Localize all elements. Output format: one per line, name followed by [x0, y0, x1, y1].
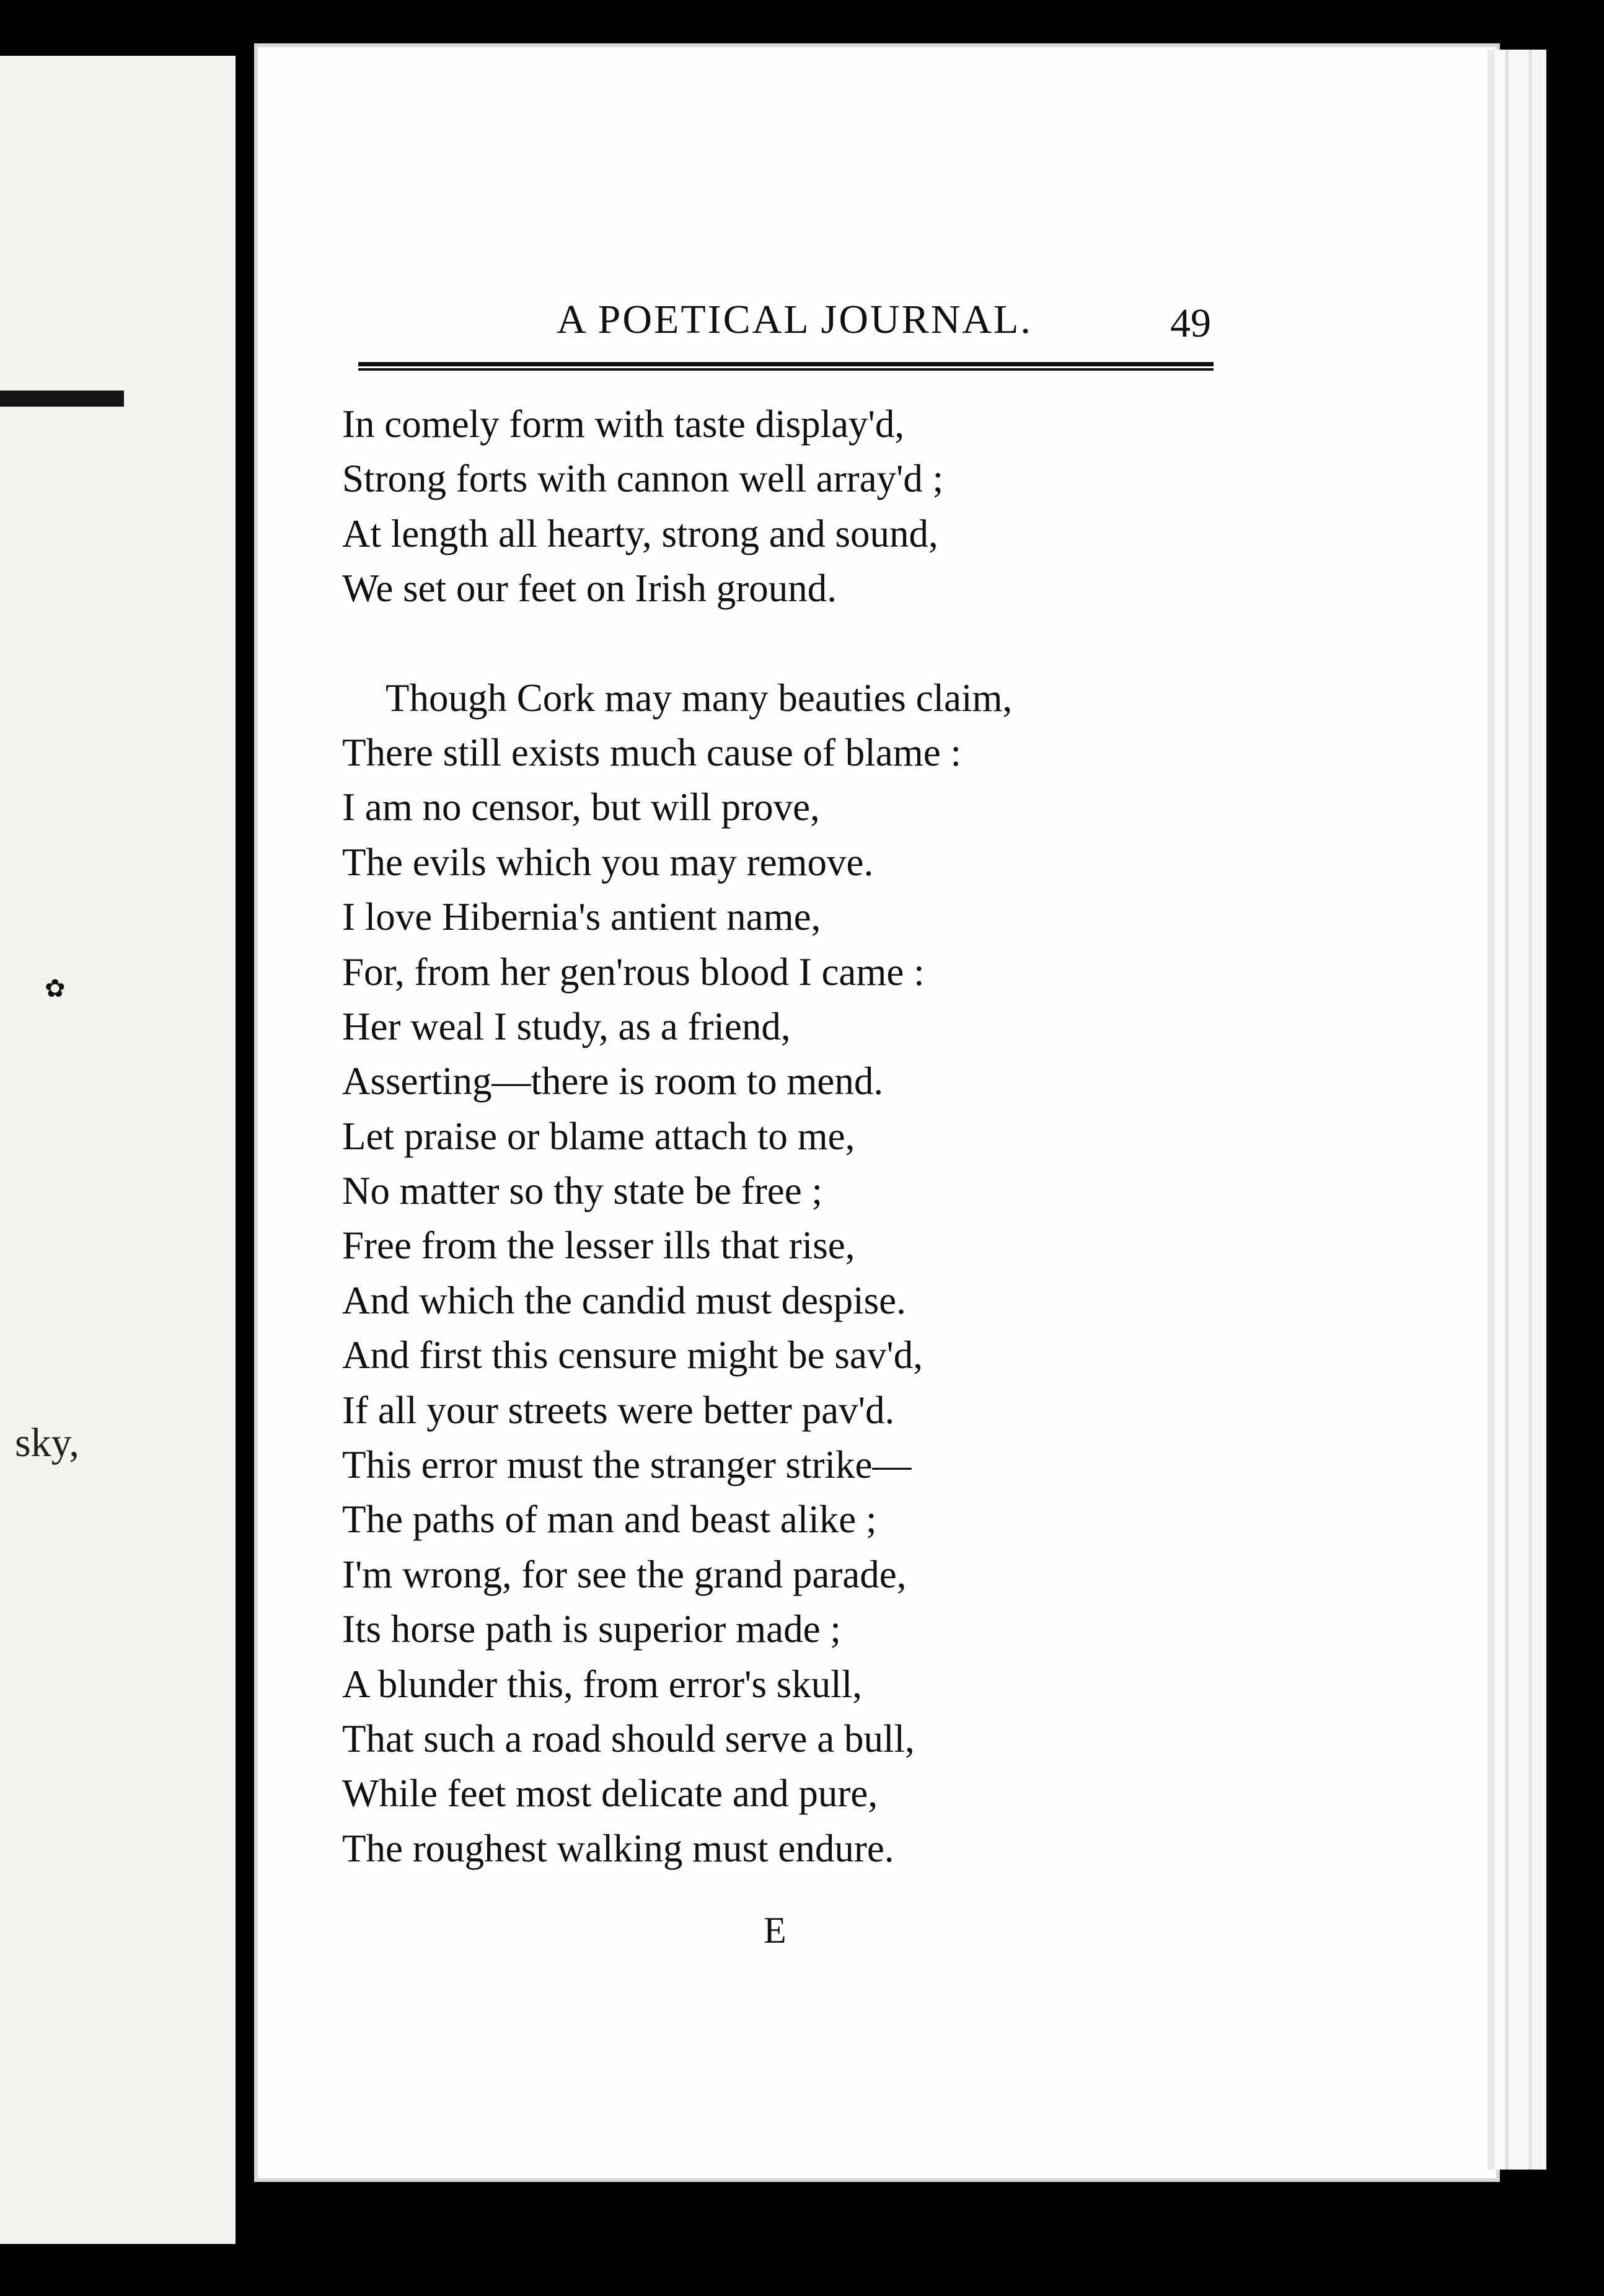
poem-line: I am no censor, but will prove, [342, 785, 820, 829]
running-title: A POETICAL JOURNAL. [557, 297, 1033, 342]
stanza-1 [342, 397, 1222, 616]
poem-line: Free from the lesser ills that rise, [342, 1224, 855, 1268]
poem-body [342, 397, 1222, 1876]
stanza-gap [342, 616, 1222, 671]
poem-line: The evils which you may remove. [342, 840, 874, 884]
poem-line: And first this censure might be sav'd, [342, 1333, 923, 1377]
poem-line: Asserting—there is room to mend. [342, 1059, 884, 1103]
poem-line: Strong forts with cannon well array'd ; [342, 457, 944, 501]
poem-line: I love Hibernia's antient name, [342, 895, 821, 939]
page-edges [1487, 50, 1546, 2170]
poem-line: The roughest walking must endure. [342, 1826, 894, 1870]
poem-line: The paths of man and beast alike ; [342, 1498, 877, 1542]
poem-line: If all your streets were better pav'd. [342, 1388, 895, 1432]
stanza-2 [342, 671, 1222, 1876]
poem-line: For, from her gen'rous blood I came : [342, 950, 925, 994]
facing-page-rule [0, 391, 124, 407]
header-rule [358, 362, 1214, 371]
poem-line: A blunder this, from error's skull, [342, 1662, 862, 1706]
poem-line: Let praise or blame attach to me, [342, 1114, 855, 1158]
poem-line: There still exists much cause of blame : [342, 730, 961, 774]
ink-blot-icon: ✿ [45, 974, 66, 1002]
poem-line: I'm wrong, for see the grand parade, [342, 1552, 907, 1596]
poem-line: Its horse path is superior made ; [342, 1607, 841, 1651]
poem-line: At length all hearty, strong and sound, [342, 511, 938, 555]
facing-page [0, 56, 236, 2244]
signature-mark: E [764, 1910, 787, 1951]
poem-line: No matter so thy state be free ; [342, 1169, 822, 1213]
poem-line: Though Cork may many beauties claim, [386, 676, 1013, 720]
poem-line: That such a road should serve a bull, [342, 1716, 915, 1760]
poem-line: While feet most delicate and pure, [342, 1772, 878, 1816]
facing-page-word: sky, [15, 1420, 79, 1465]
poem-line: We set our feet on Irish ground. [342, 567, 837, 611]
poem-line: This error must the stranger strike— [342, 1443, 912, 1487]
poem-line: And which the candid must despise. [342, 1278, 906, 1322]
poem-line: Her weal I study, as a friend, [342, 1004, 791, 1048]
poem-line: In comely form with taste display'd, [342, 402, 905, 446]
page-number: 49 [1170, 301, 1211, 346]
